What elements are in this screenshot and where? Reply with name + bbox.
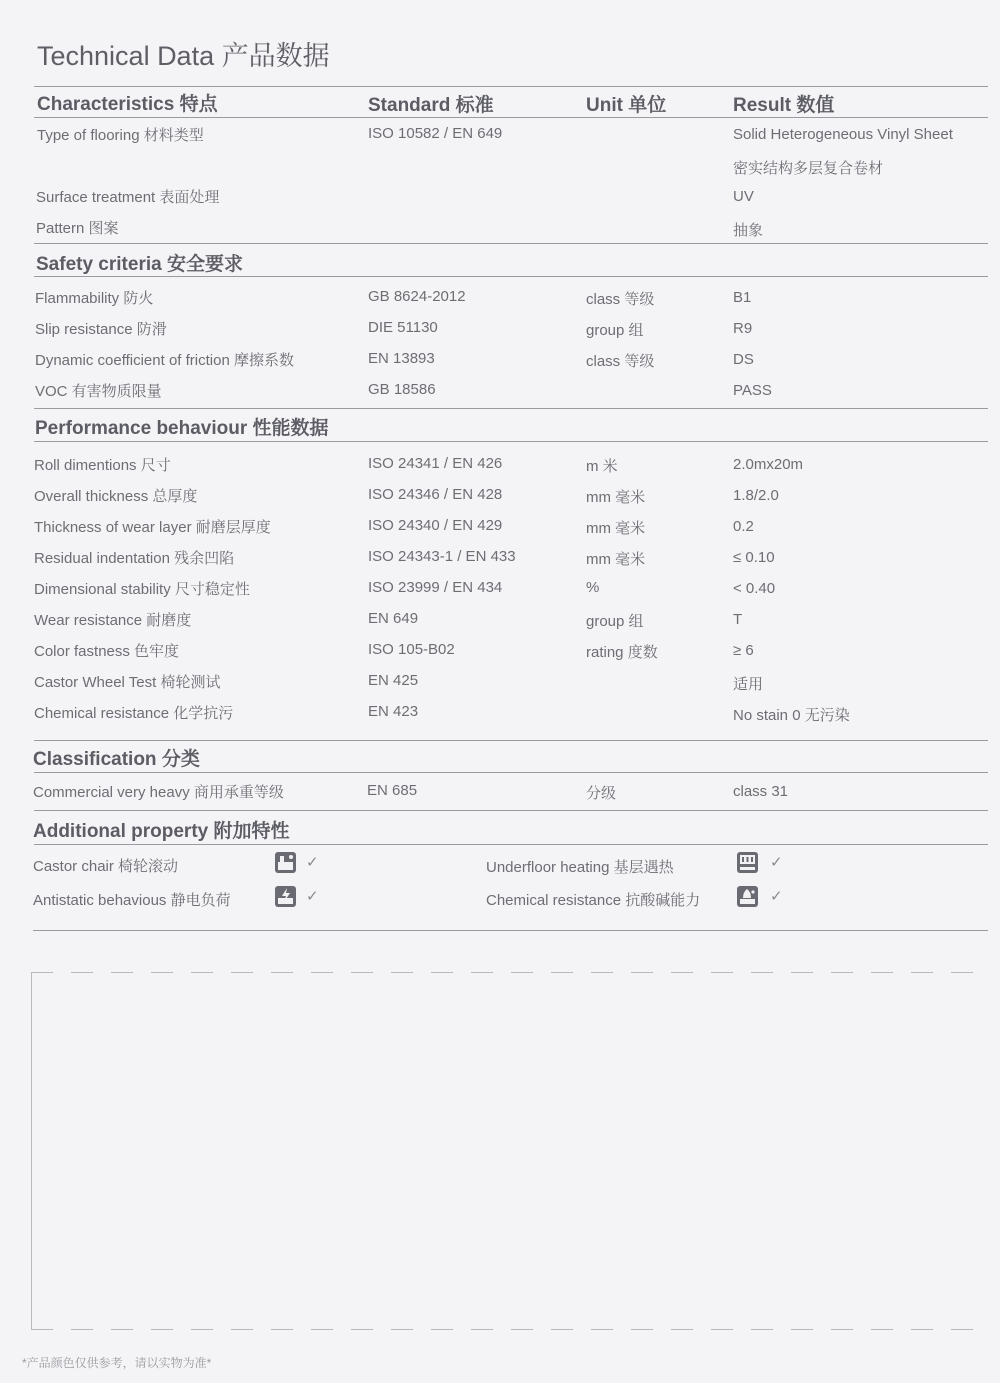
- page-title: Technical Data 产品数据: [37, 41, 330, 71]
- section-title-additional: Additional property 附加特性: [33, 821, 290, 842]
- row-type-of-flooring-result-cn: 密实结构多层复合卷材: [733, 160, 884, 177]
- performance-row-3-result: ≤ 0.10: [733, 549, 775, 566]
- performance-row-8-name: Chemical resistance 化学抗污: [34, 705, 234, 722]
- performance-row-6-result: ≥ 6: [733, 642, 754, 659]
- row-friction-name: Dynamic coefficient of friction 摩擦系数: [35, 352, 294, 369]
- row-voc-result: PASS: [733, 382, 772, 399]
- row-friction-standard: EN 13893: [368, 350, 435, 367]
- row-type-of-flooring-result: Solid Heterogeneous Vinyl Sheet: [733, 126, 953, 143]
- row-type-of-flooring-name: Type of flooring 材料类型: [37, 127, 204, 144]
- sample-placeholder-box: [31, 972, 983, 1330]
- row-slip-resistance-name: Slip resistance 防滑: [35, 321, 167, 338]
- row-commercial-standard: EN 685: [367, 782, 418, 799]
- row-pattern-result: 抽象: [733, 222, 764, 239]
- performance-row-0-standard: ISO 24341 / EN 426: [368, 455, 503, 472]
- row-commercial-result: class 31: [733, 783, 789, 800]
- row-voc-name: VOC 有害物质限量: [35, 383, 162, 400]
- safety-header-rule: [34, 276, 988, 277]
- footnote: *产品颜色仅供参考，请以实物为准*: [22, 1356, 212, 1370]
- row-slip-resistance-standard: DIE 51130: [368, 319, 438, 336]
- additional-castor-chair-label: Castor chair 椅轮滚动: [33, 858, 179, 875]
- performance-row-7-standard: EN 425: [368, 672, 419, 689]
- row-friction-result: DS: [733, 351, 754, 368]
- header-characteristics: Characteristics 特点: [37, 94, 218, 115]
- performance-row-6-standard: ISO 105-B02: [368, 641, 455, 658]
- safety-top-rule: [34, 243, 988, 244]
- row-flammability-result: B1: [733, 289, 752, 306]
- castor-chair-icon: [275, 852, 296, 873]
- performance-row-8-standard: EN 423: [368, 703, 419, 720]
- row-slip-resistance-result: R9: [733, 320, 753, 337]
- performance-row-0-result: 2.0mx20m: [733, 456, 804, 473]
- performance-top-rule: [34, 408, 988, 409]
- row-commercial-unit: 分级: [586, 785, 617, 802]
- performance-row-1-unit: mm 毫米: [586, 489, 646, 506]
- row-flammability-standard: GB 8624-2012: [368, 288, 466, 305]
- performance-row-4-unit: %: [586, 579, 600, 596]
- classification-top-rule: [34, 740, 988, 741]
- antistatic-icon: [275, 886, 296, 907]
- row-commercial-name: Commercial very heavy 商用承重等级: [33, 784, 284, 801]
- row-friction-unit: class 等级: [586, 353, 655, 370]
- performance-row-2-name: Thickness of wear layer 耐磨层厚度: [34, 519, 271, 536]
- performance-row-2-unit: mm 毫米: [586, 520, 646, 537]
- performance-row-0-unit: m 米: [586, 458, 618, 475]
- performance-row-7-name: Castor Wheel Test 椅轮测试: [34, 674, 221, 691]
- header-unit: Unit 单位: [586, 95, 667, 116]
- additional-top-rule: [34, 810, 988, 811]
- performance-row-4-name: Dimensional stability 尺寸稳定性: [34, 581, 250, 598]
- section-title-safety: Safety criteria 安全要求: [36, 254, 243, 275]
- performance-row-5-result: T: [733, 611, 743, 628]
- castor-chair-check: ✓: [306, 854, 319, 871]
- header-result: Result 数值: [733, 95, 835, 116]
- performance-row-2-standard: ISO 24340 / EN 429: [368, 517, 503, 534]
- chemical-resistance-icon: [737, 886, 758, 907]
- row-surface-treatment-result: UV: [733, 188, 754, 205]
- section-title-performance: Performance behaviour 性能数据: [35, 418, 329, 439]
- performance-row-8-result: No stain 0 无污染: [733, 707, 850, 724]
- performance-row-7-result: 适用: [733, 676, 764, 693]
- performance-row-4-standard: ISO 23999 / EN 434: [368, 579, 503, 596]
- performance-row-5-standard: EN 649: [368, 610, 419, 627]
- section-title-classification: Classification 分类: [33, 749, 200, 770]
- additional-antistatic-label: Antistatic behavious 静电负荷: [33, 892, 231, 909]
- performance-header-rule: [34, 441, 988, 442]
- row-flammability-name: Flammability 防火: [35, 290, 154, 307]
- table-top-rule: [34, 86, 988, 87]
- classification-header-rule: [34, 772, 988, 773]
- row-slip-resistance-unit: group 组: [586, 322, 644, 339]
- performance-row-6-name: Color fastness 色牢度: [34, 643, 180, 660]
- performance-row-2-result: 0.2: [733, 518, 754, 535]
- additional-chemical-resistance-label: Chemical resistance 抗酸碱能力: [486, 892, 701, 909]
- performance-row-1-result: 1.8/2.0: [733, 487, 779, 504]
- underfloor-heating-icon: [737, 852, 758, 873]
- performance-row-3-unit: mm 毫米: [586, 551, 646, 568]
- performance-row-6-unit: rating 度数: [586, 644, 658, 661]
- additional-underfloor-heating-label: Underfloor heating 基层遇热: [486, 859, 674, 876]
- row-surface-treatment-name: Surface treatment 表面处理: [36, 189, 220, 206]
- row-type-of-flooring-standard: ISO 10582 / EN 649: [368, 125, 503, 142]
- row-flammability-unit: class 等级: [586, 291, 655, 308]
- performance-row-4-result: < 0.40: [733, 580, 776, 597]
- underfloor-heating-check: ✓: [770, 854, 783, 871]
- chemical-resistance-check: ✓: [770, 888, 783, 905]
- performance-row-3-name: Residual indentation 残余凹陷: [34, 550, 235, 567]
- header-rule: [34, 117, 988, 118]
- performance-row-1-name: Overall thickness 总厚度: [34, 488, 198, 505]
- header-standard: Standard 标准: [368, 95, 494, 116]
- row-voc-standard: GB 18586: [368, 381, 436, 398]
- antistatic-check: ✓: [306, 888, 319, 905]
- performance-row-5-name: Wear resistance 耐磨度: [34, 612, 192, 629]
- performance-row-5-unit: group 组: [586, 613, 644, 630]
- additional-bottom-rule: [33, 930, 988, 931]
- performance-row-3-standard: ISO 24343-1 / EN 433: [368, 548, 516, 565]
- row-pattern-name: Pattern 图案: [36, 220, 119, 237]
- additional-header-rule: [34, 844, 988, 845]
- performance-row-1-standard: ISO 24346 / EN 428: [368, 486, 503, 503]
- performance-row-0-name: Roll dimentions 尺寸: [34, 457, 171, 474]
